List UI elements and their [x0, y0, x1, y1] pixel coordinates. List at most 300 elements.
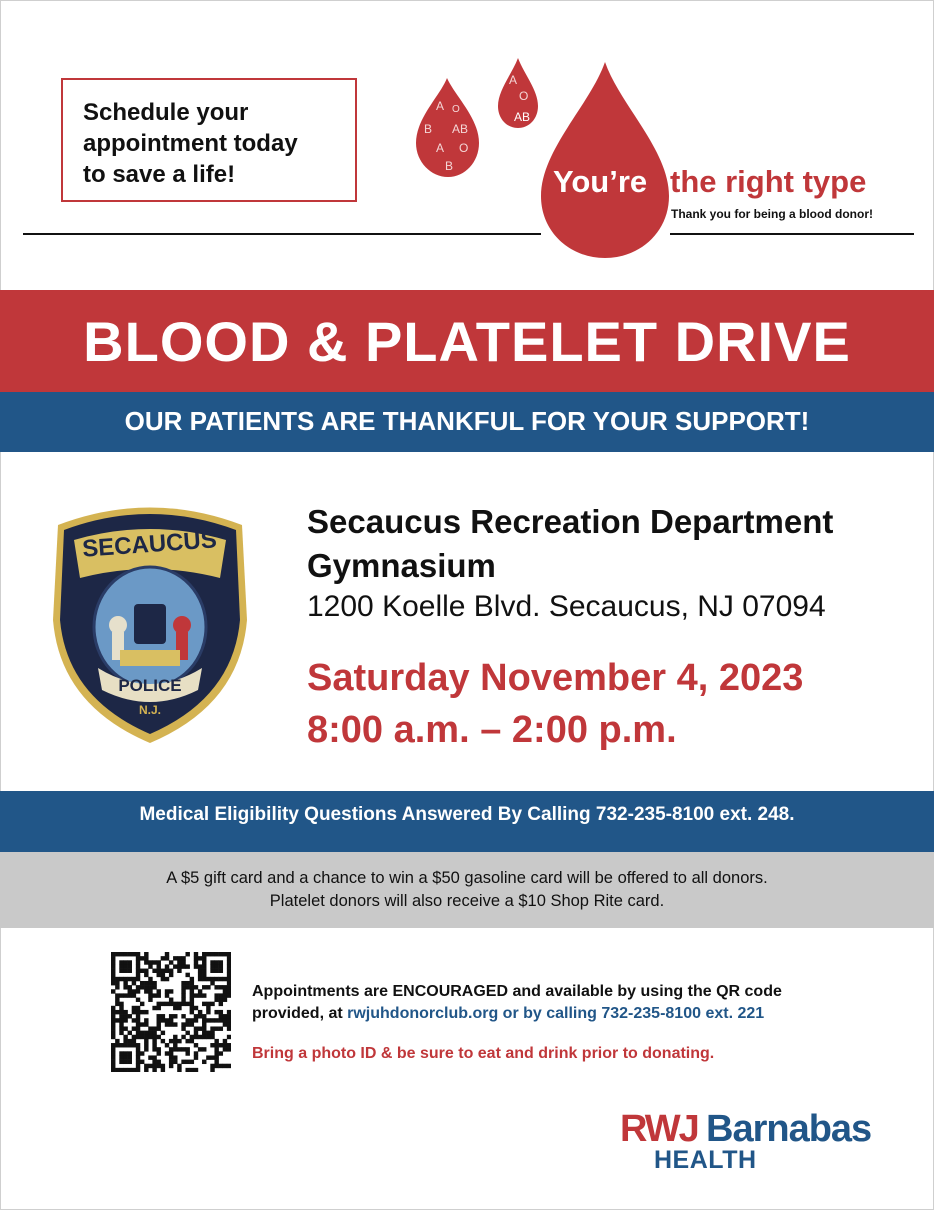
qr-module [148, 989, 152, 993]
qr-module [144, 952, 148, 956]
qr-module [119, 1055, 123, 1059]
qr-module [128, 977, 132, 981]
qr-module [152, 960, 156, 964]
qr-module [132, 993, 136, 997]
qr-module [136, 1055, 140, 1059]
qr-module [214, 1047, 218, 1051]
qr-module [210, 1018, 214, 1022]
qr-module [185, 1068, 189, 1072]
qr-module [227, 1018, 231, 1022]
qr-module [177, 1006, 181, 1010]
qr-module [219, 952, 223, 956]
qr-module [152, 985, 156, 989]
qr-module [136, 960, 140, 964]
qr-module [123, 1043, 127, 1047]
event-time: 8:00 a.m. – 2:00 p.m. [307, 709, 677, 751]
qr-module [219, 1026, 223, 1030]
qr-module [202, 977, 206, 981]
qr-module [190, 1010, 194, 1014]
qr-module [227, 985, 231, 989]
qr-module [115, 1068, 119, 1072]
qr-module [119, 1010, 123, 1014]
qr-module [181, 1060, 185, 1064]
qr-module [136, 985, 140, 989]
qr-module [190, 981, 194, 985]
qr-module [136, 1010, 140, 1014]
qr-module [144, 981, 148, 985]
qr-module [144, 969, 148, 973]
qr-module [214, 952, 218, 956]
venue-address: 1200 Koelle Blvd. Secaucus, NJ 07094 [307, 590, 826, 623]
qr-module [198, 993, 202, 997]
qr-module [185, 1060, 189, 1064]
tagline-youre: You’re [553, 164, 648, 199]
qr-module [227, 989, 231, 993]
qr-module [198, 1014, 202, 1018]
gift-line-2: Platelet donors will also receive a $10 Shop Rite card. [269, 892, 665, 910]
qr-module [198, 1026, 202, 1030]
qr-module [181, 1002, 185, 1006]
qr-module [169, 989, 173, 993]
qr-module [119, 1006, 123, 1010]
qr-module [210, 1043, 214, 1047]
qr-module [165, 989, 169, 993]
qr-module [123, 1026, 127, 1030]
qr-module [202, 1031, 206, 1035]
qr-module [132, 1006, 136, 1010]
qr-module [115, 1039, 119, 1043]
qr-module [157, 1014, 161, 1018]
qr-module [111, 1051, 115, 1055]
qr-module [185, 964, 189, 968]
qr-module [136, 1064, 140, 1068]
qr-module [181, 964, 185, 968]
qr-module [111, 981, 115, 985]
qr-module [140, 1035, 144, 1039]
qr-module [214, 1026, 218, 1030]
venue-name [307, 500, 833, 588]
qr-module [132, 1010, 136, 1014]
qr-module [194, 1043, 198, 1047]
qr-module [181, 1014, 185, 1018]
qr-module [173, 1002, 177, 1006]
qr-module [144, 956, 148, 960]
qr-module [144, 973, 148, 977]
qr-module [210, 981, 214, 985]
qr-module [123, 969, 127, 973]
qr-module [148, 981, 152, 985]
drop-label-a3: A [509, 73, 518, 87]
qr-module [136, 973, 140, 977]
blood-drop-large-icon [541, 62, 669, 258]
qr-module [136, 1060, 140, 1064]
qr-module [173, 956, 177, 960]
tagline-thanks: Thank you for being a blood donor! [671, 207, 873, 221]
qr-module [136, 1068, 140, 1072]
qr-module [115, 998, 119, 1002]
qr-module [219, 1002, 223, 1006]
qr-module [123, 993, 127, 997]
qr-module [223, 952, 227, 956]
qr-module [177, 1002, 181, 1006]
qr-module [152, 1039, 156, 1043]
badge-state-text: N.J. [138, 703, 162, 717]
qr-module [194, 1051, 198, 1055]
qr-module [185, 1047, 189, 1051]
qr-module [223, 998, 227, 1002]
qr-module [111, 989, 115, 993]
qr-module [198, 973, 202, 977]
qr-module [136, 969, 140, 973]
qr-module [144, 989, 148, 993]
qr-module [227, 1010, 231, 1014]
qr-module [219, 1064, 223, 1068]
qr-module [202, 1022, 206, 1026]
eligibility-info-bar: Medical Eligibility Questions Answered By Calling 732-235-8100 ext. 248. [0, 791, 934, 852]
qr-module [119, 1031, 123, 1035]
blood-drops-graphic [0, 0, 934, 290]
qr-module [132, 1026, 136, 1030]
qr-module [202, 993, 206, 997]
qr-module [111, 977, 115, 981]
qr-module [152, 1043, 156, 1047]
qr-module [214, 1064, 218, 1068]
qr-module [227, 1014, 231, 1018]
qr-module [202, 1047, 206, 1051]
qr-module [185, 1018, 189, 1022]
qr-module [119, 952, 123, 956]
qr-module [198, 977, 202, 981]
qr-module [119, 1068, 123, 1072]
qr-module [119, 977, 123, 981]
qr-module [190, 993, 194, 997]
logo-rwj: RWJ [620, 1108, 698, 1150]
appointment-qr-code[interactable] [111, 952, 231, 1072]
qr-module [144, 1010, 148, 1014]
qr-module [119, 1022, 123, 1026]
qr-module [214, 993, 218, 997]
qr-module [185, 952, 189, 956]
qr-module [111, 1043, 115, 1047]
qr-module [128, 1014, 132, 1018]
qr-module [169, 969, 173, 973]
qr-module [144, 1018, 148, 1022]
qr-module [219, 998, 223, 1002]
qr-module [214, 1051, 218, 1055]
qr-module [152, 993, 156, 997]
qr-module [181, 956, 185, 960]
qr-module [140, 956, 144, 960]
qr-module [111, 964, 115, 968]
qr-module [210, 969, 214, 973]
qr-module [194, 964, 198, 968]
qr-module [144, 1039, 148, 1043]
qr-module [123, 1068, 127, 1072]
qr-module [206, 985, 210, 989]
qr-module [128, 1068, 132, 1072]
qr-module [132, 1035, 136, 1039]
qr-module [210, 1026, 214, 1030]
qr-module [152, 1006, 156, 1010]
qr-module [169, 1014, 173, 1018]
qr-module [140, 981, 144, 985]
qr-module [165, 1022, 169, 1026]
qr-module [119, 1018, 123, 1022]
qr-module [194, 1014, 198, 1018]
qr-module [148, 993, 152, 997]
qr-module [214, 1060, 218, 1064]
qr-module [128, 1039, 132, 1043]
qr-module [144, 1031, 148, 1035]
qr-module [157, 1022, 161, 1026]
appointment-line-2-prefix: provided, at [252, 1005, 348, 1022]
qr-module [157, 964, 161, 968]
badge-bottom-text: POLICE [118, 676, 182, 695]
qr-module [132, 989, 136, 993]
qr-module [202, 960, 206, 964]
qr-module [177, 960, 181, 964]
qr-module [165, 1051, 169, 1055]
qr-module [202, 964, 206, 968]
qr-module [210, 977, 214, 981]
qr-module [177, 1068, 181, 1072]
qr-module [111, 1035, 115, 1039]
qr-module [206, 1035, 210, 1039]
event-title-banner: BLOOD & PLATELET DRIVE [0, 290, 934, 392]
qr-module [227, 1064, 231, 1068]
qr-module [223, 1018, 227, 1022]
qr-module [210, 960, 214, 964]
qr-module [128, 1031, 132, 1035]
qr-module [181, 993, 185, 997]
qr-module [111, 1014, 115, 1018]
qr-module [169, 1022, 173, 1026]
qr-module [119, 964, 123, 968]
qr-module [194, 1035, 198, 1039]
drop-label-o1: O [452, 104, 460, 115]
qr-module [136, 1047, 140, 1051]
drop-label-b1: B [424, 122, 433, 136]
qr-module [165, 952, 169, 956]
qr-module [214, 1010, 218, 1014]
badge-top-text: SECAUCUS [81, 526, 218, 563]
qr-module [181, 960, 185, 964]
qr-module [136, 989, 140, 993]
qr-module [227, 1035, 231, 1039]
qr-module [223, 1064, 227, 1068]
donor-club-link[interactable]: rwjuhdonorclub.org or by calling 732-235-8100 ext. 221 [347, 1005, 765, 1022]
qr-module [169, 1064, 173, 1068]
qr-module [227, 969, 231, 973]
qr-module [202, 969, 206, 973]
qr-module [190, 1006, 194, 1010]
qr-module [190, 998, 194, 1002]
qr-module [152, 1064, 156, 1068]
qr-module [227, 1026, 231, 1030]
qr-module [173, 1022, 177, 1026]
qr-module [136, 998, 140, 1002]
qr-module [227, 1047, 231, 1051]
qr-module [111, 1022, 115, 1026]
qr-module [185, 1039, 189, 1043]
qr-module [161, 1068, 165, 1072]
qr-module [161, 1014, 165, 1018]
qr-module [214, 977, 218, 981]
qr-module [227, 964, 231, 968]
qr-module [115, 977, 119, 981]
qr-module [227, 977, 231, 981]
qr-module [169, 998, 173, 1002]
qr-module [152, 981, 156, 985]
qr-module [140, 1031, 144, 1035]
qr-module [181, 989, 185, 993]
qr-module [132, 981, 136, 985]
qr-module [123, 952, 127, 956]
qr-module [198, 1010, 202, 1014]
drop-label-a2: A [436, 141, 445, 155]
qr-module [119, 1002, 123, 1006]
qr-module [123, 1018, 127, 1022]
qr-module [173, 1014, 177, 1018]
qr-module [169, 1060, 173, 1064]
qr-module [227, 981, 231, 985]
qr-module [136, 1051, 140, 1055]
qr-module [194, 960, 198, 964]
qr-module [161, 956, 165, 960]
qr-module [111, 956, 115, 960]
qr-module [181, 1035, 185, 1039]
qr-module [173, 1039, 177, 1043]
qr-module [115, 981, 119, 985]
qr-module [202, 973, 206, 977]
qr-module [190, 1002, 194, 1006]
qr-module [202, 1002, 206, 1006]
qr-module [198, 956, 202, 960]
qr-module [227, 973, 231, 977]
qr-module [115, 1018, 119, 1022]
qr-module [115, 1002, 119, 1006]
qr-module [115, 952, 119, 956]
drop-label-a1: A [436, 99, 445, 113]
appointment-line-1: Appointments are ENCOURAGED and available by using the QR code [252, 983, 782, 1000]
qr-module [136, 1043, 140, 1047]
qr-module [214, 1055, 218, 1059]
qr-module [223, 985, 227, 989]
qr-module [111, 1055, 115, 1059]
qr-module [140, 1002, 144, 1006]
qr-module [157, 969, 161, 973]
qr-module [210, 952, 214, 956]
qr-module [111, 952, 115, 956]
qr-module [202, 1026, 206, 1030]
qr-module [111, 1064, 115, 1068]
qr-module [161, 969, 165, 973]
qr-module [181, 985, 185, 989]
qr-module [144, 960, 148, 964]
qr-module [148, 998, 152, 1002]
qr-module [136, 1006, 140, 1010]
qr-module [210, 1064, 214, 1068]
qr-module [119, 1026, 123, 1030]
qr-module [140, 1022, 144, 1026]
qr-module [132, 1039, 136, 1043]
qr-module [144, 1035, 148, 1039]
qr-module [132, 1068, 136, 1072]
drop-label-ab1: AB [452, 122, 469, 136]
qr-module [136, 956, 140, 960]
qr-module [148, 960, 152, 964]
qr-module [128, 1043, 132, 1047]
qr-module [214, 1039, 218, 1043]
qr-module [181, 981, 185, 985]
qr-module [161, 1018, 165, 1022]
qr-module [115, 985, 119, 989]
qr-module [136, 952, 140, 956]
qr-module [194, 1018, 198, 1022]
qr-module [194, 1068, 198, 1072]
qr-module [190, 1018, 194, 1022]
qr-module [132, 1043, 136, 1047]
qr-module [194, 1055, 198, 1059]
qr-module [223, 1043, 227, 1047]
qr-module [157, 1018, 161, 1022]
drop-label-b2: B [445, 159, 454, 173]
qr-module [119, 1043, 123, 1047]
qr-module [177, 964, 181, 968]
event-date: Saturday November 4, 2023 [307, 657, 804, 699]
qr-module [190, 1035, 194, 1039]
qr-module [152, 969, 156, 973]
qr-module [210, 1055, 214, 1059]
qr-module [157, 1035, 161, 1039]
qr-module [202, 956, 206, 960]
qr-module [140, 985, 144, 989]
qr-module [181, 1022, 185, 1026]
qr-module [169, 1002, 173, 1006]
qr-module [227, 993, 231, 997]
qr-module [206, 1010, 210, 1014]
qr-module [128, 960, 132, 964]
qr-module [185, 1002, 189, 1006]
qr-module [144, 1047, 148, 1051]
qr-module [219, 1014, 223, 1018]
qr-module [144, 1043, 148, 1047]
qr-module [161, 1039, 165, 1043]
qr-module [165, 993, 169, 997]
qr-module [190, 989, 194, 993]
photo-id-note: Bring a photo ID & be sure to eat and drink prior to donating. [252, 1045, 715, 1062]
qr-module [169, 1055, 173, 1059]
qr-module [157, 1002, 161, 1006]
qr-module [227, 952, 231, 956]
qr-module [202, 985, 206, 989]
qr-module [111, 1026, 115, 1030]
qr-module [157, 973, 161, 977]
qr-module [185, 1031, 189, 1035]
qr-module [194, 1006, 198, 1010]
qr-module [165, 1043, 169, 1047]
qr-module [214, 998, 218, 1002]
qr-module [148, 1035, 152, 1039]
qr-module [157, 960, 161, 964]
qr-module [198, 964, 202, 968]
logo-health: HEALTH [654, 1146, 757, 1174]
qr-module [190, 977, 194, 981]
qr-module [157, 1064, 161, 1068]
venue-name-line-2: Gymnasium [307, 547, 496, 584]
qr-module [214, 969, 218, 973]
qr-module [140, 1051, 144, 1055]
